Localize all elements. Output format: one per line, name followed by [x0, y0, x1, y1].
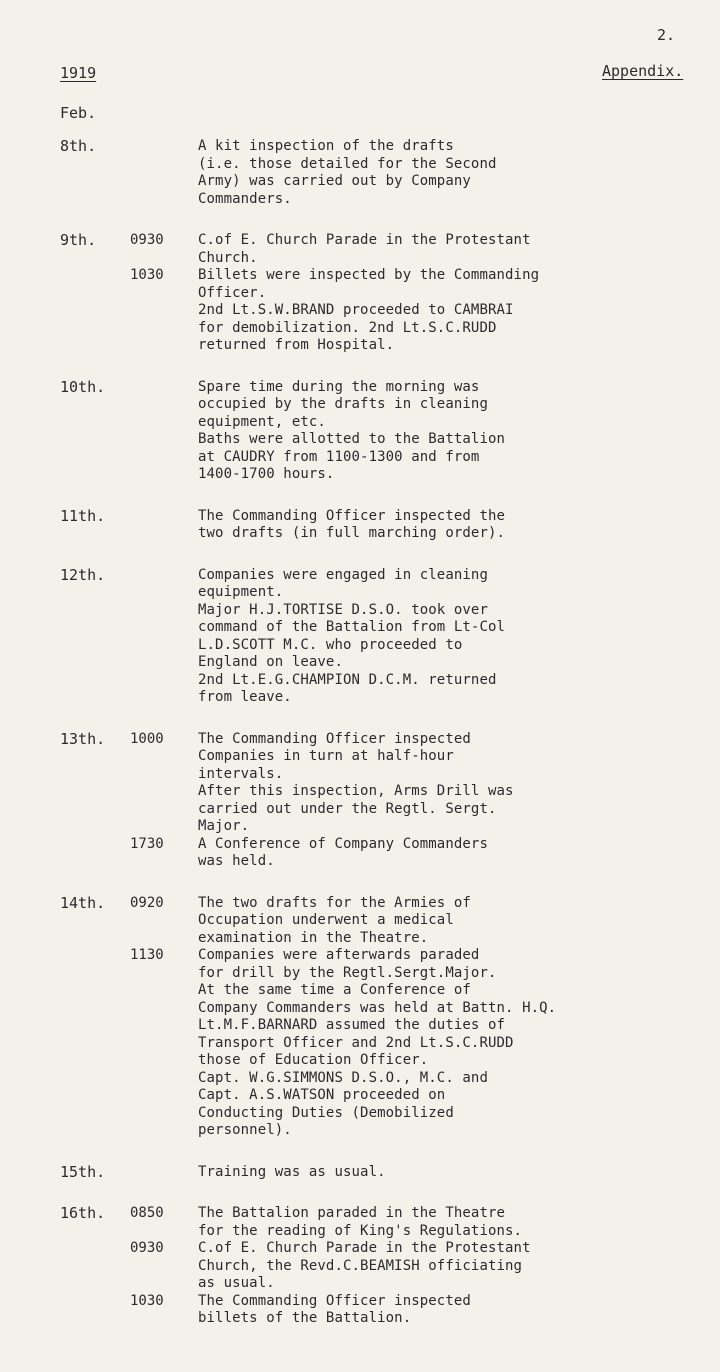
diary-entry [60, 379, 710, 484]
entry-text: The two drafts for the Armies of Occupation underwent a medical examination in the Theatre. [198, 894, 471, 946]
diary-entry [60, 567, 710, 707]
entry-date: 13th. [60, 729, 106, 748]
entry-text: C.of E. Church Parade in the Protestant Church, the Revd.C.BEAMISH officiating as usual. [198, 1240, 531, 1291]
entry-date: 14th. [60, 893, 106, 912]
entry-row [60, 947, 710, 1140]
entry-text: The Battalion paraded in the Theatre for the reading of King's Regulations. [198, 1205, 523, 1239]
entry-row [60, 836, 710, 871]
entry-time [130, 1164, 198, 1182]
entry-time: 0930 [130, 232, 164, 248]
diary-entry [60, 1164, 710, 1182]
entry-row [60, 232, 710, 267]
page-number: 2. [657, 26, 676, 44]
entry-time: 0920 [130, 894, 164, 911]
entry-time [130, 508, 198, 543]
entry-time: 1130 [130, 947, 164, 963]
entry-time [130, 379, 198, 484]
entry-date: 9th. [60, 231, 97, 249]
entry-text: A Conference of Company Commanders was held. [198, 835, 488, 869]
entry-time: 0850 [130, 1205, 164, 1221]
entry-time: 1030 [130, 1292, 164, 1309]
entry-row [60, 379, 710, 484]
entry-row [60, 1240, 710, 1293]
entry-date: 8th. [60, 137, 97, 155]
entry-time [130, 138, 198, 208]
entry-text: C.of E. Church Parade in the Protestant Church. [198, 232, 531, 266]
diary-entry [60, 508, 710, 543]
entry-date: 15th. [60, 1162, 106, 1181]
entry-text: A kit inspection of the drafts (i.e. those detailed for the Second Army) was carried out by Company Commanders. [198, 138, 497, 207]
entry-row [60, 1164, 710, 1182]
entry-date: 16th. [60, 1204, 106, 1222]
appendix-heading: Appendix. [602, 62, 684, 80]
entry-time: 0930 [130, 1240, 164, 1256]
entry-time: 1730 [130, 835, 164, 852]
diary-entry [60, 232, 710, 355]
entry-text: Billets were inspected by the Commanding Officer. 2nd Lt.S.W.BRAND proceeded to CAMBRAI for demobilization. 2nd Lt.S.C.RUDD returned from Hospital. [198, 267, 540, 353]
entry-text: The Commanding Officer inspected the two drafts (in full marching order). [198, 507, 506, 541]
entry-text: The Commanding Officer inspected Companies in turn at half-hour intervals. After this inspection, Arms Drill was carried out under the Regtl. Sergt. Major. [198, 730, 514, 834]
entry-text: Spare time during the morning was occupied by the drafts in cleaning equipment, etc. Baths were allotted to the Battalion at CAUDRY from 1100-1300 and from 1400-1700 hours. [198, 378, 506, 482]
entry-text: Companies were afterwards paraded for drill by the Regtl.Sergt.Major. At the same time a Conference of Company Commanders was held at Battn. H.Q. Lt.M.F.BARNARD assumed the duties of Transport Officer and 2nd Lt.S.C.RUDD those of Education Officer. Capt. W.G.SIMMONS D.S.O., M.C. and Capt. A.S.WATSON proceeded on Conducting Duties (Demobilized personnel). [198, 947, 557, 1138]
entry-text: Training was as usual. [198, 1163, 386, 1180]
entry-row [60, 1205, 710, 1240]
entry-row [60, 567, 710, 707]
entry-row [60, 731, 710, 836]
entry-date: 11th. [60, 506, 106, 525]
entry-text: Companies were engaged in cleaning equipment. Major H.J.TORTISE D.S.O. took over command of the Battalion from Lt-Col L.D.SCOTT M.C. who proceeded to England on leave. 2nd Lt.E.G.CHAMPION D.C.M. returned from leave. [198, 566, 506, 705]
entry-time [130, 567, 198, 707]
entry-row [60, 138, 710, 208]
entry-row [60, 267, 710, 355]
entry-text: The Commanding Officer inspected billets of the Battalion. [198, 1292, 471, 1326]
entry-row [60, 508, 710, 543]
diary-entry [60, 138, 710, 208]
entry-date: 12th. [60, 565, 106, 584]
entry-time: 1030 [130, 267, 164, 283]
year-heading: 1919 [60, 64, 97, 82]
diary-entry [60, 895, 710, 1140]
diary-entry [60, 731, 710, 871]
entry-date: 10th. [60, 377, 106, 396]
entry-row [60, 895, 710, 948]
diary-entries [60, 138, 710, 1328]
entry-row [60, 1293, 710, 1328]
entry-time: 1000 [130, 730, 164, 747]
month-label: Feb. [60, 104, 97, 122]
diary-entry [60, 1205, 710, 1328]
